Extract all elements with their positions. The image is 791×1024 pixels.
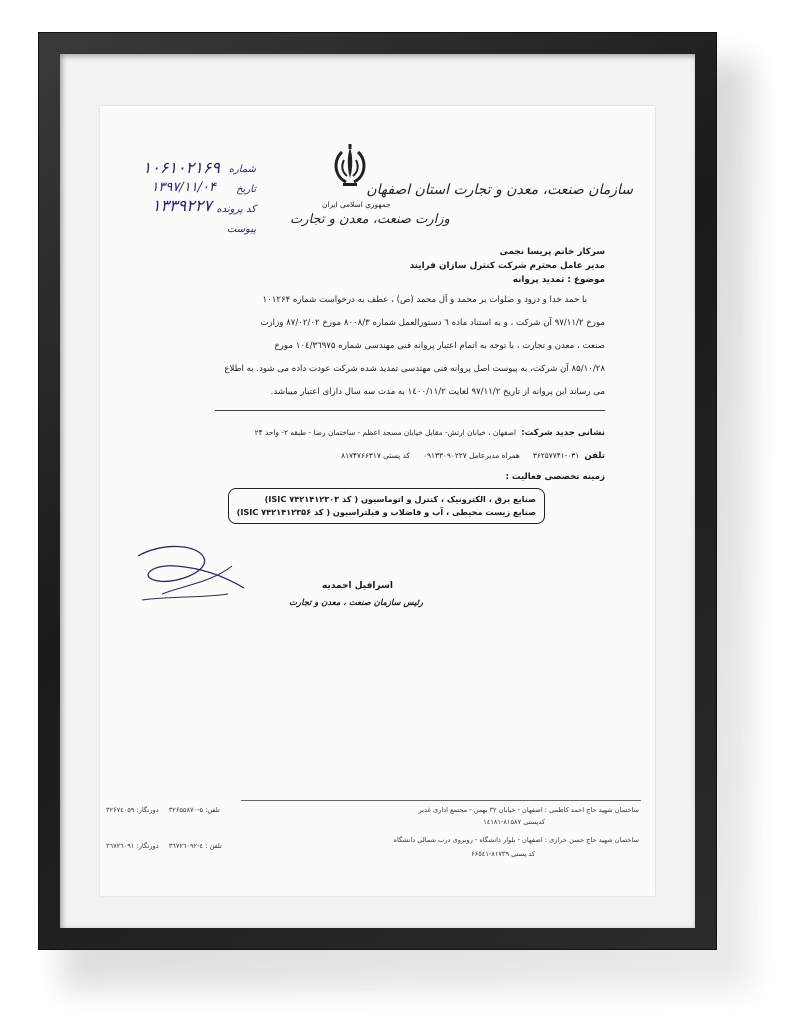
footer-fax-1: دورنگار: ۳۲۶۷٤۰۵۹ — [106, 806, 159, 814]
number-value: ۱۰۶۱۰۲۱۶۹ — [142, 158, 220, 177]
contact-row — [341, 443, 605, 462]
postal-code-value: کد پستی ۸۱۷۴۷۶۶۳۱۷ — [341, 451, 410, 460]
body-line: با حمد خدا و درود و صلوات بر محمد و آل محمد (ص) ، عطف به درخواست شماره ۱۰۱۲۶۴ — [262, 295, 587, 305]
picture-frame — [38, 32, 717, 950]
footer-phone-2: تلفن : ٤-۳٦۷۲٦۰۹۲ — [168, 842, 222, 850]
reference-block — [126, 158, 256, 254]
number-label: شماره — [228, 164, 256, 175]
footer-rule — [241, 800, 641, 801]
iran-emblem-icon — [325, 142, 375, 190]
address-row — [255, 420, 605, 439]
org-name-right: سازمان صنعت، معدن و تجارت استان اصفهان — [366, 182, 633, 198]
body-line: ۸۵/۱۰/۲۸ آن شرکت، به پیوست اصل پروانه فنی مهندسی تمدید شده شرکت عودت داده می شود. به اطلاع — [224, 364, 605, 374]
file-code-value: ۱۳۳۹۲۲۷ — [151, 196, 212, 215]
signatory-title: رئیس سازمان صنعت ، معدن و تجارت — [289, 597, 423, 607]
separator-rule — [215, 410, 605, 411]
activity-item: صنایع زیست محیطی ، آب و فاضلاب و فیلتراسیون ( کد ISIC ۷۴۲۱۴۱۲۳۵۶) — [236, 507, 536, 517]
ministry-label: وزارت صنعت، معدن و تجارت — [290, 212, 450, 227]
recipient-name: سرکار خانم پریسا نجمی — [499, 247, 605, 257]
letter-sheet — [100, 106, 655, 896]
file-code-label: کد پرونده — [216, 204, 256, 215]
body-line: صنعت ، معدن و تجارت ، با توجه به اتمام اعتبار پروانه فنی مهندسی شماره ۱۰٤/۳٦۹۷۵ مورخ — [274, 341, 605, 351]
body-line: مورخ ۹۷/۱۱/۲ آن شرکت ، و به استناد ماده ٦ دستورالعمل شماره ۸۰۰۸/۳ مورخ ۸۷/۰۲/۰۲ وزارت — [260, 318, 605, 328]
footer-contact-2 — [106, 842, 222, 850]
body-line: می رساند این پروانه از تاریخ ۹۷/۱۱/۲ لغایت ۱٤۰۰/۱۱/۲ به مدت سه سال دارای اعتبار میباشد. — [270, 387, 605, 397]
signatory-name: اسرافیل احمدیه — [322, 581, 393, 591]
phone-value: ۰۳۱-۳۶۲۵۷۷۴۱ — [532, 451, 580, 460]
frame-mat — [60, 54, 695, 928]
recipient-title: مدیر عامل محترم شرکت کنترل سازان فرایند — [409, 261, 605, 271]
footer-address-1: ساختمان شهید حاج احمد کاظمی : اصفهان - خیابان ۳۲ بهمن - مجتمع اداری غدیر — [418, 806, 639, 814]
subject-line: موضوع : تمدید پروانه — [512, 275, 605, 285]
footer-postal-1: کدپستی ۸۱۵۸۷-۱٤۱۸۱ — [483, 818, 545, 826]
address-text: اصفهان ، خیابان ارتش- مقابل خیابان مسجد اعظم - ساختمان رضا - طبقه ۲- واحد ۲۴ — [254, 428, 517, 437]
activity-box — [228, 488, 545, 524]
activity-label: زمینه تخصصی فعالیت : — [505, 472, 605, 482]
handwritten-signature — [132, 536, 252, 606]
footer-postal-2: کد پستی ۸۱۷۳۹-۶۶٥٤۱ — [471, 850, 535, 858]
footer-fax-2: دورنگار: ۳٦۷۲٦۰۹۱ — [106, 842, 159, 850]
phone-label: تلفن — [584, 451, 605, 461]
footer-contact-1 — [106, 806, 220, 814]
activity-item: صنایع برق ، الکترونیک ، کنترل و اتوماسیون ( کد ISIC ۷۴۲۱۴۱۲۳۰۳) — [264, 494, 536, 504]
republic-label: جمهوری اسلامی ایران — [322, 200, 391, 209]
footer-address-2: ساختمان شهید حاج حسن خرازی : اصفهان - بلوار دانشگاه - روبروی درب شمالی دانشگاه — [393, 836, 639, 844]
date-label: تاریخ — [236, 184, 256, 195]
attachment-label: پیوست — [226, 224, 256, 235]
date-value: ۱۳۹۷/۱۱/۰۴ — [151, 180, 216, 195]
mobile-value: همراه مدیرعامل ۰۹۱۳۳۰۹۰۲۲۷ — [423, 451, 520, 460]
address-label: نشانی جدید شرکت: — [521, 428, 605, 438]
footer-phone-1: تلفن: ۵-۳۲۶۵۵۸۷۰ — [168, 806, 220, 814]
